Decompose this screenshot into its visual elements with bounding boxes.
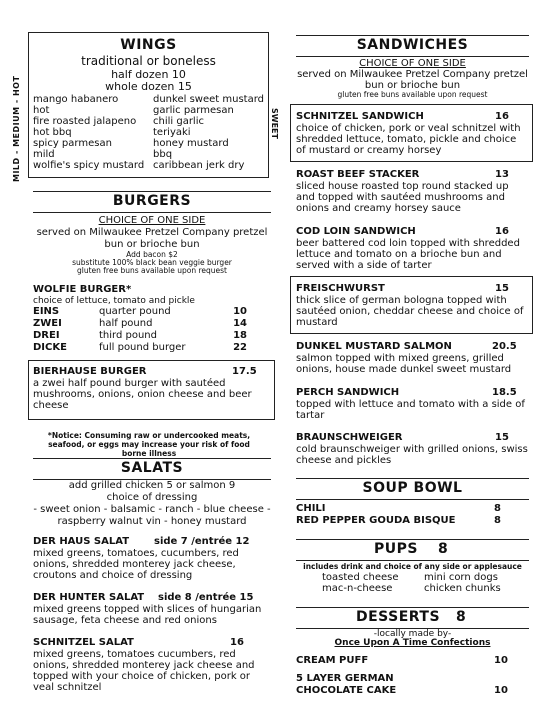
flavor-item: hot bbq [33,127,72,138]
sandwiches-gf: gluten free buns available upon request [337,90,488,99]
wings-whole-dozen: whole dozen 15 [105,80,192,93]
desserts-maker: Once Upon A Time Confections [334,638,491,648]
soup-item-name: CHILI [296,503,326,514]
sandwiches-bun: bun or brioche bun [364,80,461,91]
salats-title: SALATS [120,460,184,476]
pups-note: includes drink and choice of any side or applesauce [303,562,522,571]
sandwich-item-desc: salmon topped with mixed greens, grilled onions, house made dunkel sweet mustard [296,353,512,375]
bierhaus-burger-price: 17.5 [232,366,257,377]
dessert-item-name: CREAM PUFF [296,655,369,666]
sandwich-item-price: 16 [495,111,509,122]
flavor-item: mild [33,149,55,160]
sandwich-item-desc: beer battered cod loin topped with shredded lettuce and tomato on a brioche bun and served with a side of tarter [296,238,520,271]
dessert-item-price: 10 [494,655,508,666]
sandwich-item-name: SCHNITZEL SANDWICH [296,111,424,122]
pups-left-items [322,572,422,594]
soup-title: SOUP BOWL [362,480,463,496]
pups-price: 8 [438,541,449,557]
dessert-item-name: 5 LAYER GERMAN [296,673,394,684]
sandwich-item-name: FREISCHWURST [296,283,385,294]
wolfie-burger-title: WOLFIE BURGER* [33,284,132,295]
salats-add: add grilled chicken 5 or salmon 9 [68,480,236,491]
burgers-veggie: substitute 100% black bean veggie burger [72,258,232,267]
raw-food-notice: *Notice: Consuming raw or undercooked meats, seafood, or eggs may increase your risk of food borne illness [47,431,251,458]
salat-item-name: DER HUNTER SALAT [33,592,145,603]
salat-item-price: 16 [230,637,244,648]
flavor-item: dunkel sweet mustard [153,94,264,105]
sandwich-item-desc: topped with lettuce and tomato with a side of tartar [296,399,525,421]
burgers-gf: gluten free buns available upon request [76,266,227,275]
dessert-item-name-2: CHOCOLATE CAKE [296,685,397,696]
salats-dressings-2: raspberry walnut vin - honey mustard [57,516,247,527]
sandwich-item-price: 18.5 [492,387,517,398]
wings-subtitle: traditional or boneless [81,54,216,68]
pups-item: mac-n-cheese [322,583,393,594]
sandwich-item-price: 16 [495,226,509,237]
salat-item-name: SCHNITZEL SALAT [33,637,134,648]
soup-item-price: 8 [494,515,501,526]
sandwich-item-name: DUNKEL MUSTARD SALMON [296,341,452,352]
burgers-title: BURGERS [112,193,192,209]
sandwiches-served: served on Milwaukee Pretzel Company pretzel [297,69,528,80]
salat-item-price: side 8 /entrée 15 [158,592,254,603]
salat-item-desc: mixed greens, tomatoes cucumbers, red onions, shredded monterey jack cheese and topped with your choice of chicken, pork or veal schnitzel [33,649,255,693]
sandwiches-choice: CHOICE OF ONE SIDE [359,58,466,69]
sandwich-item-name: PERCH SANDWICH [296,387,400,398]
burger-sizes [33,306,247,354]
flavor-item: fire roasted jalapeno [33,116,137,127]
wings-title: WINGS [120,37,177,53]
soup-item-name: RED PEPPER GOUDA BISQUE [296,515,456,526]
burgers-served: served on Milwaukee Pretzel Company pretzel [36,227,268,238]
bierhaus-burger-title: BIERHAUSE BURGER [33,366,147,377]
flavor-item: bbq [153,149,173,160]
flavor-item: spicy parmesan [33,138,112,149]
sandwich-item-desc: cold braunschweiger with grilled onions, swiss cheese and pickles [296,444,528,466]
sandwich-item-name: ROAST BEEF STACKER [296,169,420,180]
sandwiches-title: SANDWICHES [356,37,469,53]
wings-left-flavors [33,94,158,171]
sandwich-item-price: 20.5 [492,341,517,352]
heat-scale-label: MILD - MEDIUM - HOT [12,75,21,182]
salat-item-name: DER HAUS SALAT [33,536,130,547]
flavor-item: teriyaki [153,127,191,138]
pups-right-items [424,572,524,594]
flavor-item: honey mustard [153,138,229,149]
burger-size-row: ZWEI half pound 14 [33,318,247,329]
flavor-item: garlic parmesan [153,105,234,116]
flavor-item: caribbean jerk dry [153,160,245,171]
salats-dressings-1: - sweet onion - balsamic - ranch - blue cheese - [33,504,271,515]
sandwich-item-name: BRAUNSCHWEIGER [296,432,403,443]
dessert-item-price: 10 [494,685,508,696]
sandwich-item-desc: choice of chicken, pork or veal schnitzel with shredded lettuce, tomato, pickle and choice of mustard or creamy horsey [296,123,521,156]
salats-choice: choice of dressing [106,492,198,503]
wolfie-burger-desc: choice of lettuce, tomato and pickle [33,296,195,306]
soup-item-price: 8 [494,503,501,514]
burger-size-row: DICKE full pound burger 22 [33,342,247,353]
pups-item: toasted cheese [322,572,399,583]
flavor-item: wolfie's spicy mustard [33,160,145,171]
wings-half-dozen: half dozen 10 [111,68,186,81]
burger-size-row: DREI third pound 18 [33,330,247,341]
sandwich-item-price: 13 [495,169,509,180]
salat-item-desc: mixed greens topped with slices of hungarian sausage, feta cheese and red onions [33,604,262,626]
flavor-item: chili garlic [153,116,204,127]
sandwich-item-price: 15 [495,283,509,294]
sandwich-item-desc: thick slice of german bologna topped with sautéed onion, cheddar cheese and choice of mustard [296,295,524,328]
wings-right-flavors [153,94,267,171]
bierhaus-burger-desc: a zwei half pound burger with sautéed mushrooms, onions, onion cheese and beer cheese [33,378,252,411]
salat-item-price: side 7 /entrée 12 [154,536,250,547]
burgers-bacon: Add bacon $2 [126,250,178,259]
pups-item: mini corn dogs [424,572,498,583]
sandwich-item-name: COD LOIN SANDWICH [296,226,416,237]
sandwich-item-desc: sliced house roasted top round stacked up and topped with sautéed mushrooms and onions and creamy horsey sauce [296,181,509,214]
sandwich-item-price: 15 [495,432,509,443]
salat-item-desc: mixed greens, tomatoes, cucumbers, red onions, shredded monterey jack cheese, croutons and choice of dressing [33,548,239,581]
burgers-choice: CHOICE OF ONE SIDE [98,215,206,226]
desserts-title: DESSERTS [356,609,441,625]
pups-title: PUPS [374,541,418,557]
sweet-label: SWEET [270,108,279,139]
burger-size-row: EINS quarter pound 10 [33,306,247,317]
desserts-price: 8 [456,609,467,625]
desserts-local: -locally made by- [373,629,452,639]
flavor-item: mango habanero [33,94,119,105]
burgers-bun: bun or brioche bun [104,239,200,250]
flavor-item: hot [33,105,50,116]
pups-item: chicken chunks [424,583,501,594]
